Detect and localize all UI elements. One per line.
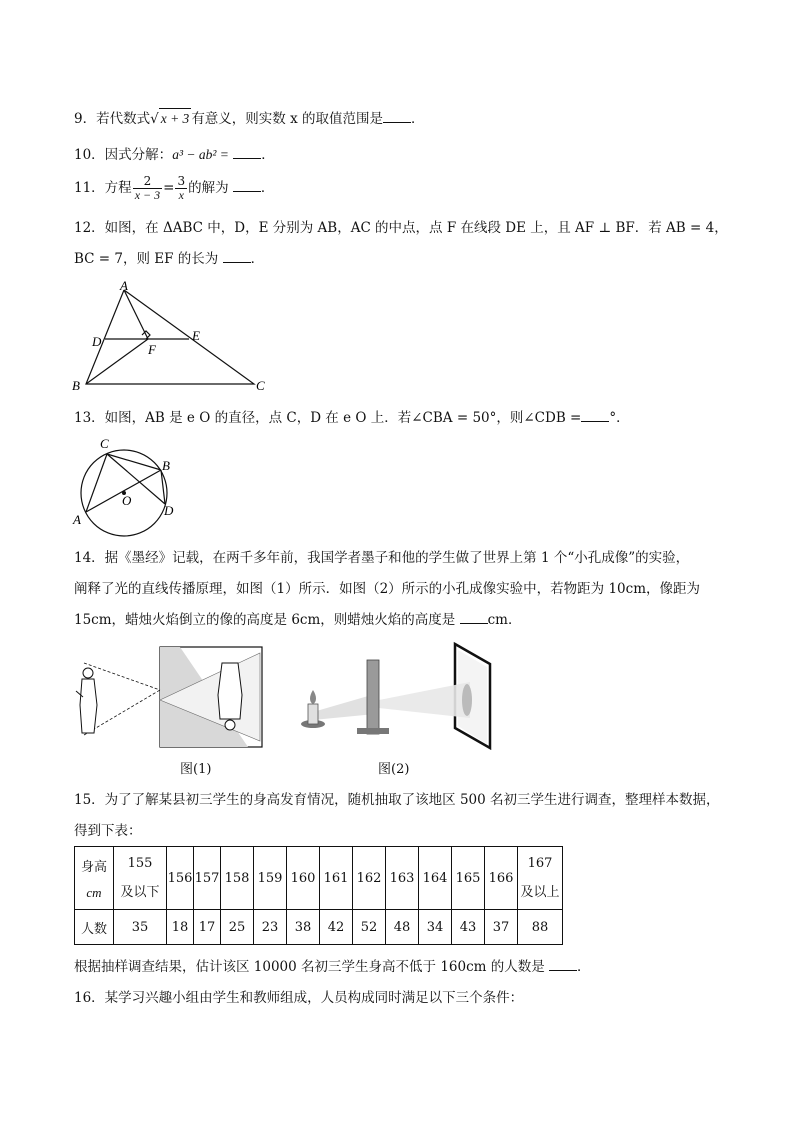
table-cell: 163 <box>386 847 419 910</box>
table-header-count: 人数 <box>75 910 114 945</box>
table-cell: 155 及以下 <box>114 847 167 910</box>
question-12-line2: BC = 7，则 EF 的长为 ． <box>74 251 265 267</box>
question-14-line2: 阐释了光的直线传播原理，如图（1）所示．如图（2）所示的小孔成像实验中，若物距为 10cm，像距为 <box>74 581 701 597</box>
question-12-line1: 12．如图，在 ΔABC 中，D，E 分别为 AB，AC 的中点，点 F 在线段 DE 上，且 AF ⊥ BF．若 AB = 4， <box>74 220 728 236</box>
height-table <box>74 846 563 945</box>
question-16: 16．某学习兴趣小组由学生和教师组成，人员构成同时满足以下三个条件： <box>74 990 524 1006</box>
answer-blank <box>233 179 261 192</box>
table-cell: 38 <box>287 910 320 945</box>
table-cell: 159 <box>254 847 287 910</box>
answer-blank <box>233 146 261 159</box>
triangle-figure <box>66 280 276 395</box>
table-cell: 156 <box>167 847 194 910</box>
question-13: 13．如图，AB 是 e O 的直径，点 C，D 在 e O 上．若∠CBA = 50°，则∠CDB = °． <box>74 410 630 426</box>
table-cell: 37 <box>485 910 518 945</box>
label-C: C <box>100 436 109 451</box>
label-C: C <box>256 378 265 393</box>
table-cell: 43 <box>452 910 485 945</box>
table-cell: 88 <box>518 910 563 945</box>
circle-figure <box>66 432 186 542</box>
question-11: 11．方程 $\frac{2}{x - 3}$ = $\frac{3}{x}$ 的解为 ． <box>74 174 275 202</box>
label-A: A <box>73 512 81 527</box>
table-row-heights <box>75 847 563 910</box>
table-cell: 35 <box>114 910 167 945</box>
figure-1-pinhole <box>70 645 265 750</box>
label-B: B <box>162 458 170 473</box>
table-cell: 162 <box>353 847 386 910</box>
question-15-line1: 15．为了了解某县初三学生的身高发育情况，随机抽取了该地区 500 名初三学生进行调查，整理样本数据， <box>74 792 720 808</box>
figure-2-candle <box>295 640 495 750</box>
label-F: F <box>148 342 156 357</box>
figure-1-caption: 图(1) <box>180 762 212 777</box>
figure-2-caption: 图(2) <box>378 762 410 777</box>
table-cell: 166 <box>485 847 518 910</box>
table-cell: 157 <box>194 847 221 910</box>
answer-blank <box>549 958 577 971</box>
answer-blank <box>383 110 411 123</box>
label-D: D <box>164 503 174 518</box>
question-10: 10．因式分解：a³ − ab² = ． <box>74 147 275 163</box>
label-B: B <box>72 378 80 393</box>
fraction-right: $\frac{3}{x}$ <box>177 174 186 202</box>
table-cell: 167 及以上 <box>518 847 563 910</box>
table-cell: 165 <box>452 847 485 910</box>
table-cell: 158 <box>221 847 254 910</box>
table-cell: 164 <box>419 847 452 910</box>
sqrt-symbol: √ <box>150 111 159 127</box>
table-cell: 52 <box>353 910 386 945</box>
question-14-line3: 15cm，蜡烛火焰倒立的像的高度是 6cm，则蜡烛火焰的高度是 cm． <box>74 612 522 628</box>
label-O: O <box>122 493 132 508</box>
question-9: 9．若代数式√ x + 3 有意义，则实数 x 的取值范围是 ． <box>74 108 425 129</box>
answer-blank <box>581 409 609 422</box>
table-cell: 34 <box>419 910 452 945</box>
candle-icon <box>301 690 325 728</box>
question-15-conclusion: 根据抽样调查结果，估计该区 10000 名初三学生身高不低于 160cm 的人数是 ． <box>74 959 591 975</box>
question-14-line1: 14．据《墨经》记载，在两千多年前，我国学者墨子和他的学生做了世界上第 1 个“小孔成像”的实验， <box>74 550 690 566</box>
table-cell: 25 <box>221 910 254 945</box>
expression: a³ − ab² = <box>172 147 229 162</box>
table-header-height: 身高 cm <box>75 847 114 910</box>
table-cell: 160 <box>287 847 320 910</box>
table-cell: 161 <box>320 847 353 910</box>
standing-figure-icon <box>76 668 97 733</box>
question-15-line2: 得到下表： <box>74 823 142 839</box>
label-E: E <box>192 328 200 343</box>
table-cell: 48 <box>386 910 419 945</box>
radicand: x + 3 <box>159 108 192 129</box>
fraction-left: $\frac{2}{x - 3}$ <box>134 174 161 202</box>
table-cell: 23 <box>254 910 287 945</box>
table-row-counts <box>75 910 563 945</box>
table-cell: 17 <box>194 910 221 945</box>
answer-blank <box>223 250 251 263</box>
table-cell: 42 <box>320 910 353 945</box>
table-cell: 18 <box>167 910 194 945</box>
label-D: D <box>92 334 102 349</box>
answer-blank <box>460 611 488 624</box>
label-A: A <box>120 280 128 293</box>
